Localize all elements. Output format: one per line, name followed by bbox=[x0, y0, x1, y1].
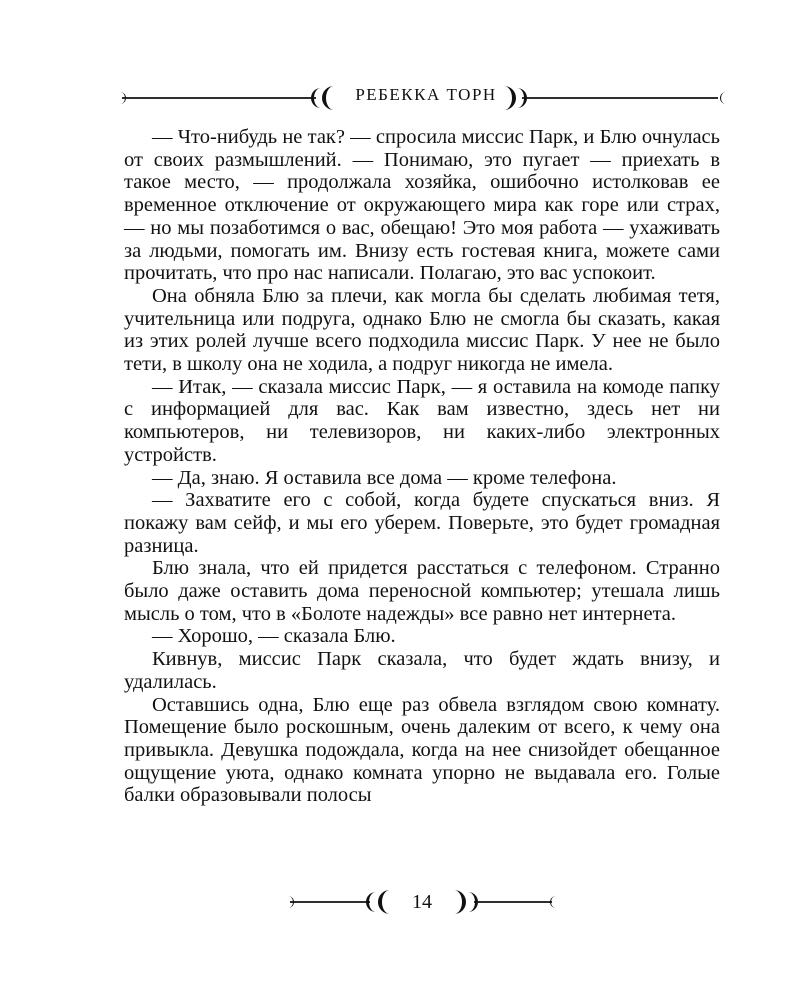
book-author: РЕБЕККА ТОРН bbox=[355, 85, 497, 104]
paragraph: — Что-нибудь не так? — спросила миссис Парк, и Блю очнулась от своих размышлений. — Понимаю, это пугает — приехать в такое место, — продолжала хозяйка, ошибочно истолковав ее временное отключение от окружающего мира как горе или страх, — но мы позаботимся о вас, обещаю! Это моя работа — ухаживать за людьми, помогать им. Внизу есть гостевая книга, можете сами прочитать, что про нас написали. Полагаю, это вас успокоит. bbox=[124, 126, 720, 285]
paragraph: — Захватите его с собой, когда будете спускаться вниз. Я покажу вам сейф, и мы его уберем. Поверьте, это будет громадная разница. bbox=[124, 489, 720, 557]
paragraph: — Итак, — сказала миссис Парк, — я оставила на комоде папку с информацией для вас. Как вам известно, здесь нет ни компьютеров, ни телевизоров, ни каких-либо электронных устройств. bbox=[124, 375, 720, 466]
paragraph: Она обняла Блю за плечи, как могла бы сделать любимая тетя, учительница или подруга, однако Блю не смогла бы сказать, какая из этих ролей лучше всего подходила миссис Парк. У нее не было тети, в школу она не ходила, а подруг никогда не имела. bbox=[124, 284, 720, 376]
paragraph: Блю знала, что ей придется расстаться с телефоном. Странно было даже оставить дома переносной компьютер; утешала лишь мысль о том, что в «Болоте надежды» все равно нет интернета. bbox=[124, 557, 720, 625]
page-footer bbox=[284, 884, 560, 920]
paragraph: — Хорошо, — сказала Блю. bbox=[152, 625, 396, 648]
paragraph: Кивнув, миссис Парк сказала, что будет ждать внизу, и удалилась. bbox=[124, 648, 720, 693]
paragraph: — Да, знаю. Я оставила все дома — кроме телефона. bbox=[152, 466, 617, 489]
page-number: 14 bbox=[412, 891, 432, 913]
page-text bbox=[124, 126, 720, 807]
running-header bbox=[120, 80, 732, 110]
paragraph: Оставшись одна, Блю еще раз обвела взглядом свою комнату. Помещение было роскошным, очень далеким от всего, к чему она привыкла. Девушка подождала, когда на нее снизойдет обещанное ощущение уюта, однако комната упорно не выдавала его. Голые балки образовывали полосы bbox=[124, 693, 720, 807]
